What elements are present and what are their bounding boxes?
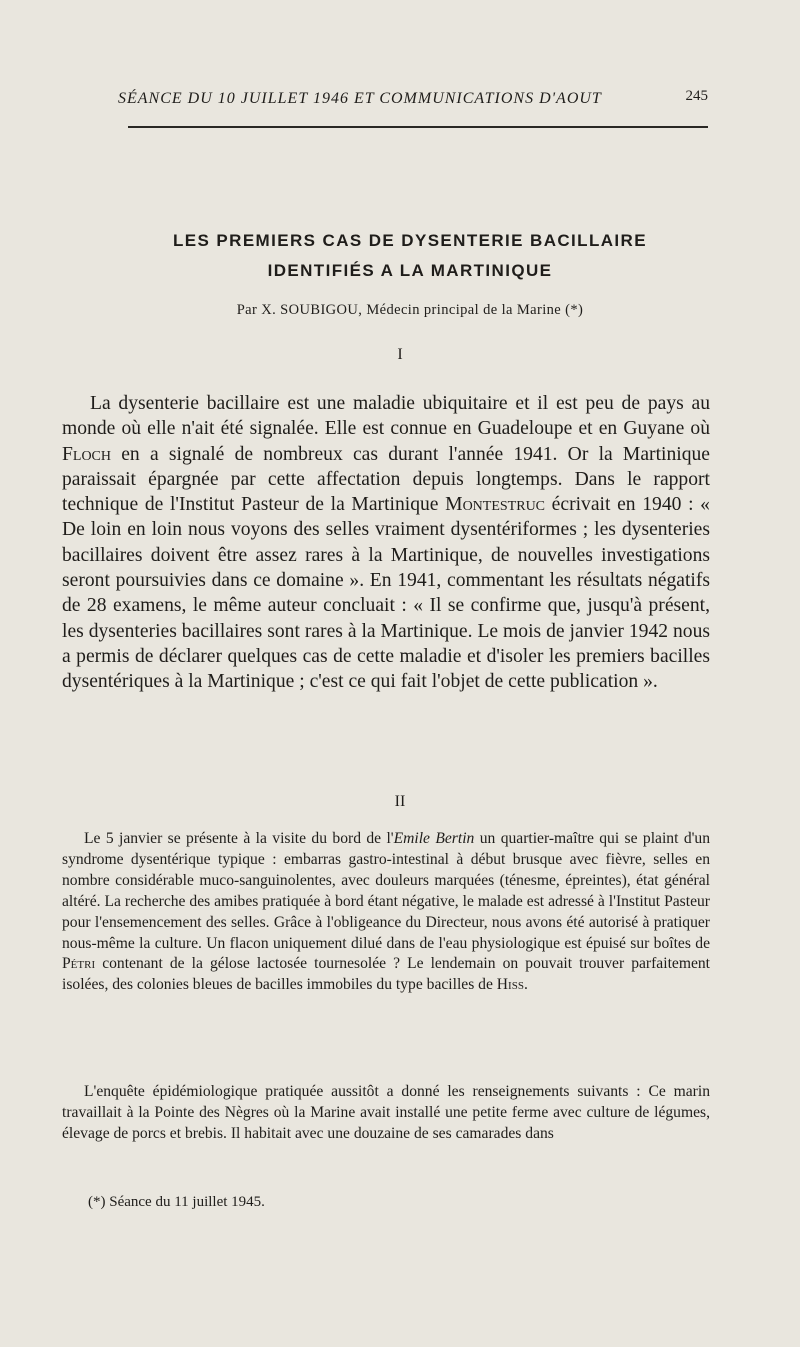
- section-2-paragraph-1: [62, 829, 710, 996]
- text-run: La dysenterie bacillaire est une maladie ubiquitaire et il est peu de pays au monde où elle n'ait été signalée. Elle est connue en Guadeloupe et en Guyane où: [62, 393, 710, 440]
- text-run: contenant de la gélose lactosée tournesolée ? Le lendemain on pouvait trouver parfaitement isolées, des colonies bleues de bacilles immobiles du type bacilles de: [62, 955, 710, 994]
- running-head: [118, 86, 708, 116]
- ship-name: Emile Bertin: [393, 830, 475, 847]
- text-run: un quartier-maître qui se plaint d'un syndrome dysentérique typique : embarras gastro-intestinal à début brusque avec fièvre, selles en nombre considérable muco-sanguinolentes, avec douleurs marquées (ténesme, épreintes), état général altéré. La recherche des amibes pratiquée à bord étant négative, le malade est adressé à l'Institut Pasteur pour l'ensemencement des selles. Grâce à l'obligeance du Directeur, nous avons été autorisé à pratiquer nous-même la culture. Un flacon uniquement dilué dans de l'eau physiologique est épuisé sur boîtes de: [62, 830, 711, 952]
- author-name-hiss: Hiss: [496, 976, 524, 994]
- section-number-2: II: [394, 793, 406, 810]
- footnote: (*) Séance du 11 juillet 1945.: [88, 1194, 265, 1210]
- author-name-floch: Floch: [62, 443, 112, 465]
- article-title-line-2: IDENTIFIÉS A LA MARTINIQUE: [267, 261, 553, 280]
- text-run: en a signalé de nombreux cas durant l'année 1941. Or la Martinique paraissait épargnée par cette affectation depuis longtemps. Dans le rapport technique de l'Institut Pasteur de la Martinique: [62, 443, 710, 516]
- header-rule: [128, 126, 708, 128]
- author-name-petri: Pétri: [62, 955, 96, 973]
- section-1-paragraph: [62, 391, 710, 695]
- running-title: SÉANCE DU 10 JUILLET 1946 ET COMMUNICATIONS D'AOUT: [118, 90, 602, 107]
- section-number-1: I: [397, 346, 403, 363]
- text-run: .: [523, 976, 528, 994]
- page-number: 245: [685, 88, 708, 104]
- text-run: écrivait en 1940 : « De loin en loin nous voyons des selles vraiment dysentériformes ; les dysenteries bacillaires doivent être assez rares à la Martinique, de nouvelles investigations seront poursuivies dans ce domaine ». En 1941, commentant les résultats négatifs de 28 examens, le même auteur concluait : « Il se confirme que, jusqu'à présent, les dysenteries bacillaires sont rares à la Martinique. Le mois de janvier 1942 nous a permis de déclarer quelques cas de cette maladie et d'isoler les premiers bacilles dysentériques à la Martinique ; c'est ce qui fait l'objet de cette publication ».: [62, 494, 710, 693]
- article-title-line-1: LES PREMIERS CAS DE DYSENTERIE BACILLAIRE: [173, 231, 647, 250]
- author-name-montestruc: Montestruc: [445, 494, 546, 516]
- byline: Par X. SOUBIGOU, Médecin principal de la Marine (*): [236, 302, 584, 318]
- section-2-paragraph-2: L'enquête épidémiologique pratiquée aussitôt a donné les renseignements suivants : Ce marin travaillait à la Pointe des Nègres où la Marine avait installé une petite ferme avec culture de légumes, élevage de porcs et brebis. Il habitait avec une douzaine de ses camarades dans: [62, 1083, 710, 1142]
- article-title: [100, 226, 720, 286]
- text-run: Le 5 janvier se présente à la visite du bord de l': [84, 830, 394, 847]
